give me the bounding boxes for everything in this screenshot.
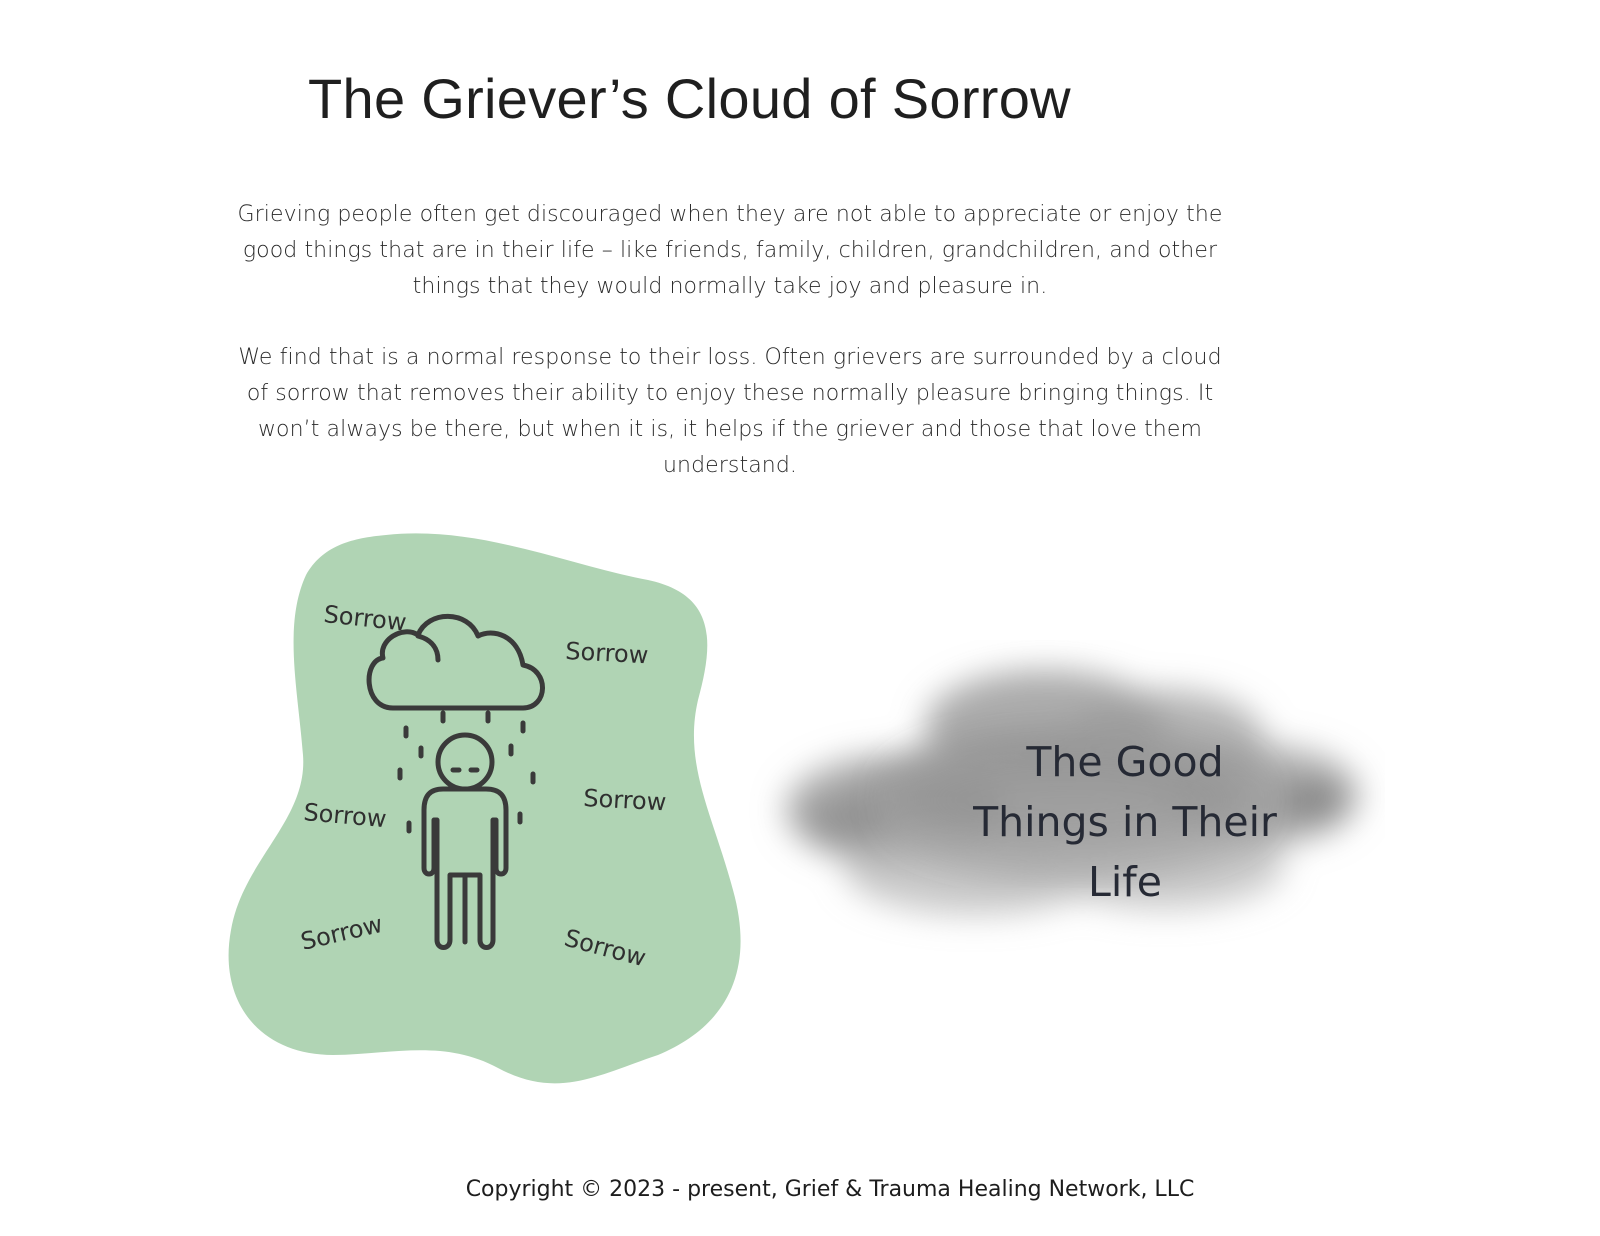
good-things-label: The Good Things in Their Life (973, 738, 1277, 906)
explanation-paragraph: We find that is a normal response to their loss. Often grievers are surrounded by a cloud of sorrow that removes their ability to enjoy these normally pleasure bringing things. It won’t always be there, but when it is, it helps if the griever and those that love them understand. (238, 345, 1222, 478)
sorrow-illustration (228, 530, 768, 1100)
good-things-cloud (745, 640, 1385, 960)
copyright-footer: Copyright © 2023 - present, Grief & Trauma Healing Network, LLC (465, 1177, 1195, 1202)
sorrow-word: Sorrow (582, 784, 668, 817)
sorrow-word: Sorrow (561, 923, 649, 973)
sorrow-blob-graphic (228, 530, 768, 1100)
intro-paragraph: Grieving people often get discouraged when they are not able to appreciate or enjoy the good things that are in their life – like friends, family, children, grandchildren, and other things that they would normally take joy and pleasure in. (237, 202, 1223, 299)
page-title: The Griever’s Cloud of Sorrow (308, 67, 1071, 130)
sorrow-word: Sorrow (302, 798, 388, 834)
sorrow-word: Sorrow (322, 600, 408, 637)
sorrow-word: Sorrow (564, 637, 650, 670)
sorrow-word: Sorrow (298, 909, 386, 956)
